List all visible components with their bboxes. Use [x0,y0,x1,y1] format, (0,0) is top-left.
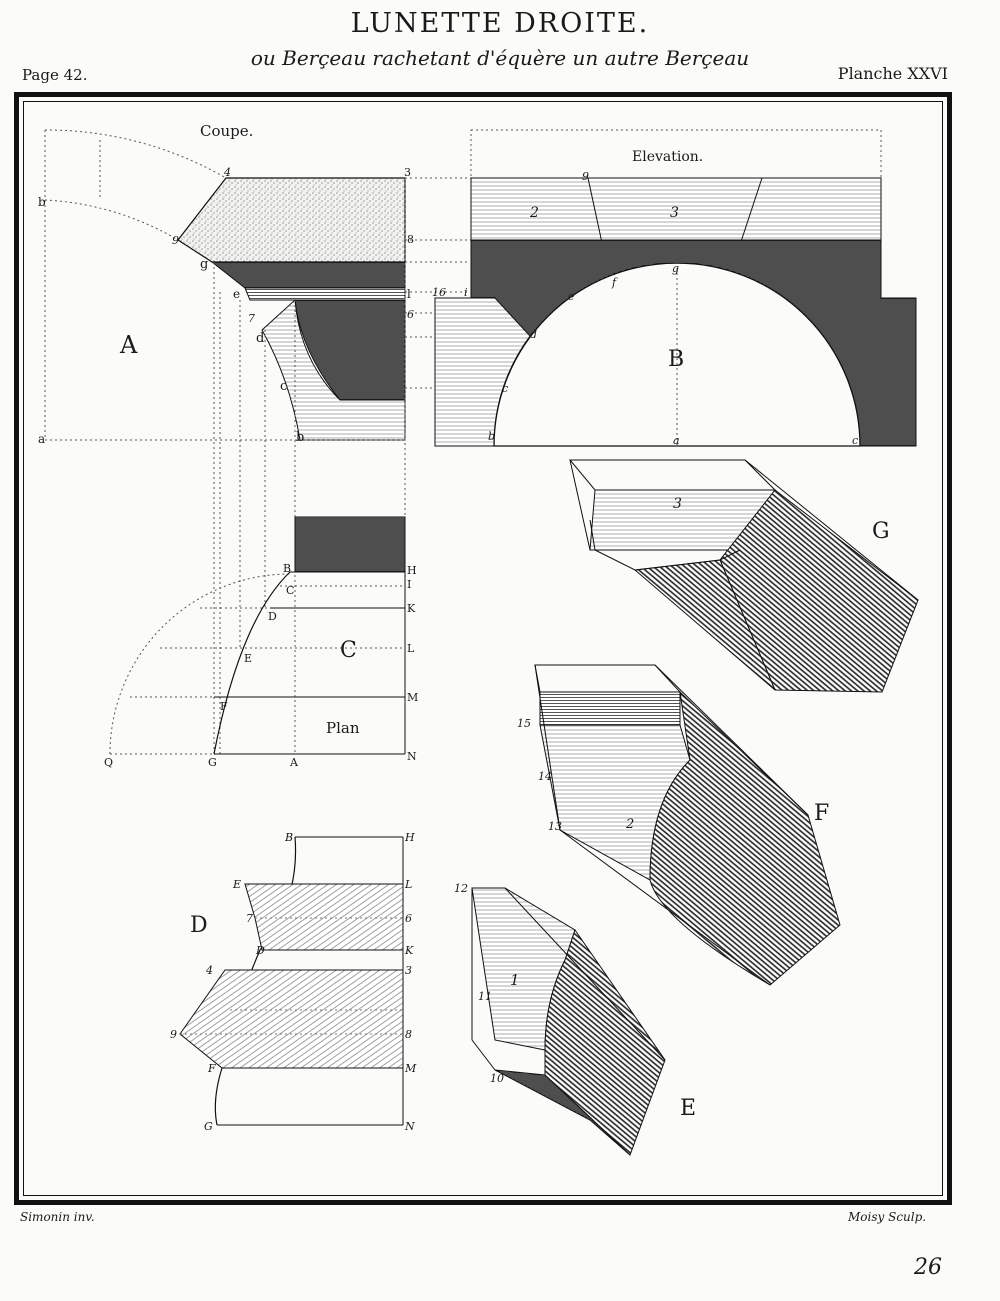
block-2-f: 2 [626,817,635,832]
pt-E-dev: E [233,878,242,891]
pt-d: d [256,331,265,346]
label-figure-f: F [814,801,830,826]
pt-A-plan: A [290,756,298,769]
plate-title: LUNETTE DROITE. [350,8,650,39]
pt-10: 10 [490,1072,504,1085]
pt-e: e [233,287,241,301]
pt-B-plan: B [283,562,292,575]
block-2-elevation: 2 [530,205,539,221]
pt-M-plan: M [407,691,419,704]
pt-12: 12 [454,882,468,895]
pt-i-elev: i [464,286,468,299]
pt-D-dev: D [256,944,265,957]
label-figure-e: E [680,1096,697,1121]
figure-d-development [170,831,417,1133]
pt-B-dev: B [285,831,294,844]
figure-g-voussoir-3 [570,460,918,692]
pt-7: 7 [248,312,255,325]
label-figure-g: G [872,519,890,544]
label-coupe: Coupe. [200,122,254,140]
pt-g: g [200,257,209,272]
pt-4-dev: 4 [206,964,213,977]
pt-b-lower: b [296,430,305,445]
pt-D-plan: D [268,610,277,623]
pt-3-dev: 3 [405,964,412,977]
pt-N-dev: N [405,1120,415,1133]
pt-I-plan: I [407,578,412,591]
pt-c: c [280,379,288,394]
page-reference: Page 42. [22,66,88,84]
pt-L-dev: L [405,878,413,891]
inventor-credit: Simonin inv. [20,1210,95,1224]
pt-K-dev: K [405,944,414,957]
pt-d-elev: d [530,328,538,341]
figure-b-elevation [432,130,916,447]
pt-C-plan: C [286,584,295,597]
pt-8: 8 [407,233,414,246]
block-1-e: 1 [510,971,520,989]
label-figure-b: B [668,347,685,372]
pt-H-plan: H [407,564,417,577]
pt-F-plan: F [220,700,228,713]
plate-number: Planche XXVI [837,64,948,83]
pt-13: 13 [548,820,562,833]
engraver-credit: Moisy Sculp. [848,1210,927,1224]
plate-subtitle: ou Berçeau rachetant d'équère un autre Berçeau [250,46,750,70]
pt-b-upper: b [38,195,46,209]
pt-l: l [407,287,411,301]
pt-11: 11 [478,990,492,1003]
pt-6: 6 [407,308,414,321]
pt-9: 9 [172,234,179,247]
block-3-elevation: 3 [670,205,679,221]
pt-6-dev: 6 [405,912,412,925]
pt-Q-plan: Q [104,756,114,769]
pt-16: 16 [432,286,446,299]
pt-K-plan: K [407,602,416,615]
pt-e-elev: e [568,290,575,303]
pt-c-elev: c [502,382,509,395]
label-figure-c: C [340,638,357,663]
label-figure-d: D [190,913,208,938]
pt-E-plan: E [244,652,253,665]
pt-15: 15 [517,717,531,730]
pt-9-elev: 9 [582,170,589,183]
pt-9-dev: 9 [170,1028,177,1041]
pt-a-elev: a [673,434,680,447]
pt-4: 4 [224,166,231,179]
pt-F-dev: F [208,1062,216,1075]
pt-H-dev: H [405,831,415,844]
label-elevation: Elevation. [632,149,704,165]
pt-b-elev: b [488,430,496,443]
pt-G-plan: G [208,756,217,769]
pt-8-dev: 8 [405,1028,412,1041]
pt-14: 14 [538,770,552,783]
pt-G-dev: G [204,1120,213,1133]
page-number: 26 [914,1255,942,1280]
pt-M-dev: M [405,1062,417,1075]
figure-e-voussoir-1 [454,882,696,1155]
label-figure-a: A [120,331,138,359]
pt-L-plan: L [407,642,415,655]
block-3-g: 3 [673,496,682,512]
pt-7-dev: 7 [246,912,253,925]
label-plan: Plan [326,719,360,737]
pt-c-right: c [852,434,859,447]
pt-N-plan: N [407,750,417,763]
pt-g-elev: g [672,262,680,275]
pt-f-elev: f [612,276,617,289]
pt-a: a [38,432,46,446]
pt-3: 3 [404,166,411,179]
